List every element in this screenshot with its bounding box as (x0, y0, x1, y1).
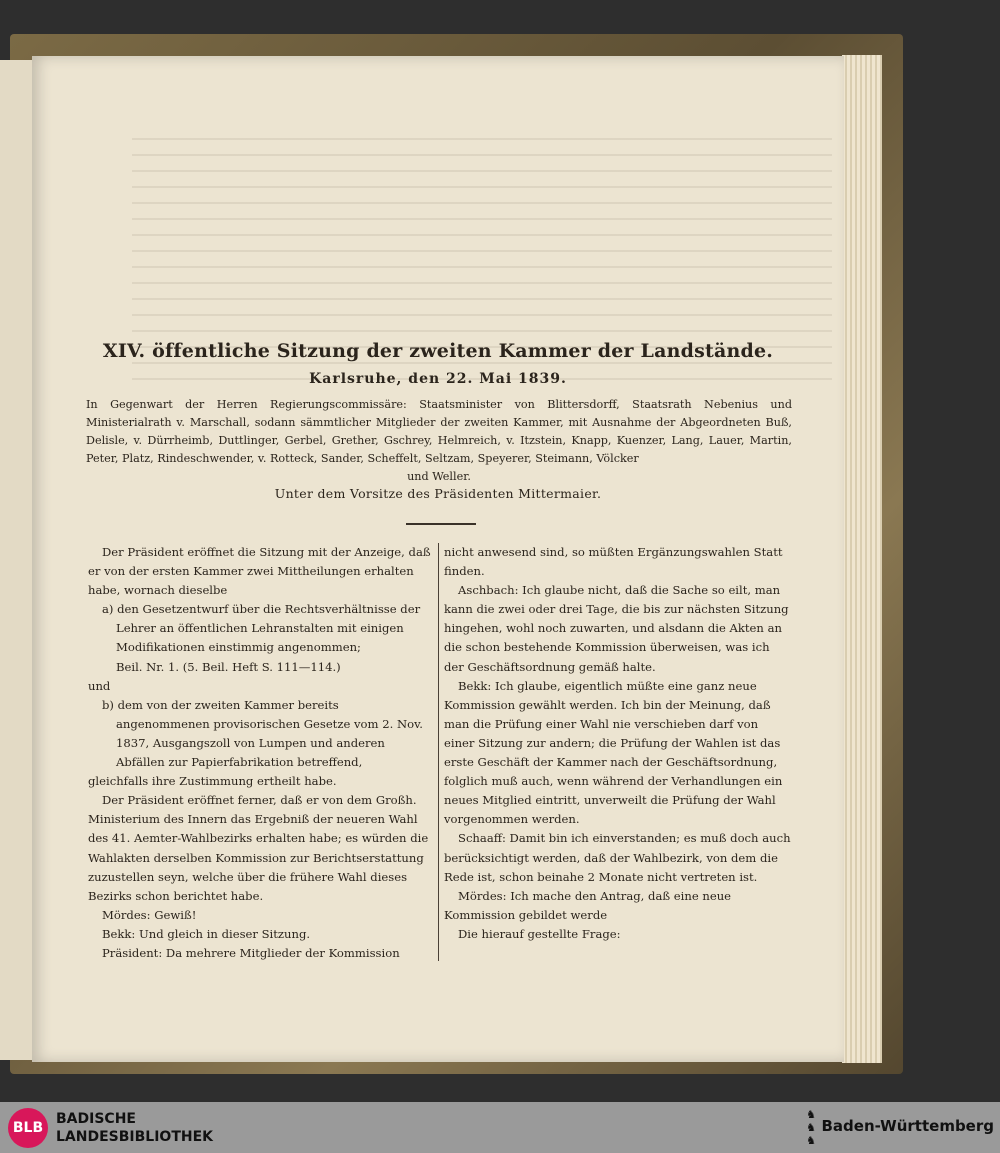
column-divider (438, 543, 439, 961)
page-fore-edge (842, 55, 882, 1063)
book-page (32, 56, 844, 1062)
right-column (444, 543, 792, 944)
speech: Schaaff: Damit bin ich einverstanden; es muß doch auch berücksichtigt werden, daß der Wahlbezirk, von dem die Rede ist, schon beinahe 2 Monate nicht vertreten ist. (444, 831, 791, 884)
state-name[interactable]: Baden-Württemberg (821, 1117, 994, 1135)
speech: Bekk: Und gleich in dieser Sitzung. (102, 926, 311, 941)
speech: Mördes: Gewiß! (102, 907, 197, 922)
library-name-line1: BADISCHE (56, 1111, 136, 1127)
separator-rule (406, 523, 476, 525)
conjunction: und (88, 678, 111, 693)
blb-logo[interactable]: BLB (8, 1108, 48, 1148)
speech: Präsident: Da mehrere Mitglieder der Kommission (102, 945, 400, 960)
left-column (88, 543, 434, 963)
place-date: Karlsruhe, den 22. Mai 1839. (309, 371, 567, 387)
chair-line: Unter dem Vorsitze des Präsidenten Mittermaier. (274, 486, 602, 501)
session-title: XIV. öffentliche Sitzung der zweiten Kammer der Landstände. (102, 340, 774, 362)
paragraph: Der Präsident eröffnet ferner, daß er von dem Großh. Ministerium des Innern das Ergebniß der neueren Wahl des 41. Aemter-Wahlbezirks erhalten habe; es würden die Wahlakten derselben Kommission zur Berichtserstattung zuzustellen seyn, welche über die frühere Wahl dieses Bezirks schon berichtet habe. (88, 793, 429, 903)
footer-bar (0, 1102, 1000, 1153)
lions-crest-icon: ♞ ♞ ♞ (806, 1108, 816, 1147)
paragraph: nicht anwesend sind, so müßten Ergänzungswahlen Statt finden. (444, 545, 783, 579)
attendance-paragraph (86, 396, 792, 486)
paragraph: Die hierauf gestellte Frage: (458, 926, 621, 941)
speech: Aschbach: Ich glaube nicht, daß die Sache so eilt, man kann die zwei oder drei Tage, die bis zur nächsten Sitzung hingehen, wohl noch zuwarten, und alsdann die Akten an die schon bestehende Kommission überweisen, was ich der Geschäftsordnung gemäß halte. (444, 583, 789, 674)
supplement-reference: Beil. Nr. 1. (5. Beil. Heft S. 111—114.) (116, 659, 341, 674)
list-item-a: a) den Gesetzentwurf über die Rechtsverhältnisse der Lehrer an öffentlichen Lehranstalten mit einigen Modifikationen einstimmig angenommen; (102, 602, 421, 655)
speech: Mördes: Ich mache den Antrag, daß eine neue Kommission gebildet werde (444, 888, 732, 922)
library-name-line2: LANDESBIBLIOTHEK (56, 1129, 214, 1145)
paragraph: Der Präsident eröffnet die Sitzung mit der Anzeige, daß er von der ersten Kammer zwei Mittheilungen erhalten habe, wornach dieselbe (88, 545, 431, 598)
attendance-text: In Gegenwart der Herren Regierungscommissäre: Staatsminister von Blittersdorff, Staatsrath Nebenius und Ministerialrath v. Marschall, sodann sämmtlicher Mitglieder der zweiten Kammer, mit Ausnahme der Abgeordneten Buß, Delisle, v. Dürrheimb, Duttlinger, Gerbel, Grether, Gschrey, Helmreich, v. Itzstein, Knapp, Kuenzer, Lang, Lauer, Martin, Peter, Platz, Rindeschwender, v. Rotteck, Sander, Scheffelt, Seltzam, Speyerer, Steimann, Völcker (86, 398, 792, 465)
left-page-edge (0, 60, 36, 1060)
speech: Bekk: Ich glaube, eigentlich müßte eine ganz neue Kommission gewählt werden. Ich bin der Meinung, daß man die Prüfung einer Wahl nie verschieben darf von einer Sitzung zur andern; die Prüfung der Wahlen ist das erste Geschäft der Kammer nach der Geschäftsordnung, folglich muß auch, wenn während der Verhandlungen ein neues Mitglied eintritt, unverweilt die Prüfung der Wahl vorgenommen werden. (444, 678, 783, 827)
library-name[interactable] (56, 1110, 213, 1146)
attendance-last: und Weller. (407, 470, 471, 483)
list-item-b: b) dem von der zweiten Kammer bereits angenommenen provisorischen Gesetze vom 2. Nov. 1837, Ausgangszoll von Lumpen und anderen Abfällen zur Papierfabrikation betreffend, (102, 697, 423, 770)
paragraph: gleichfalls ihre Zustimmung ertheilt habe. (88, 774, 337, 789)
